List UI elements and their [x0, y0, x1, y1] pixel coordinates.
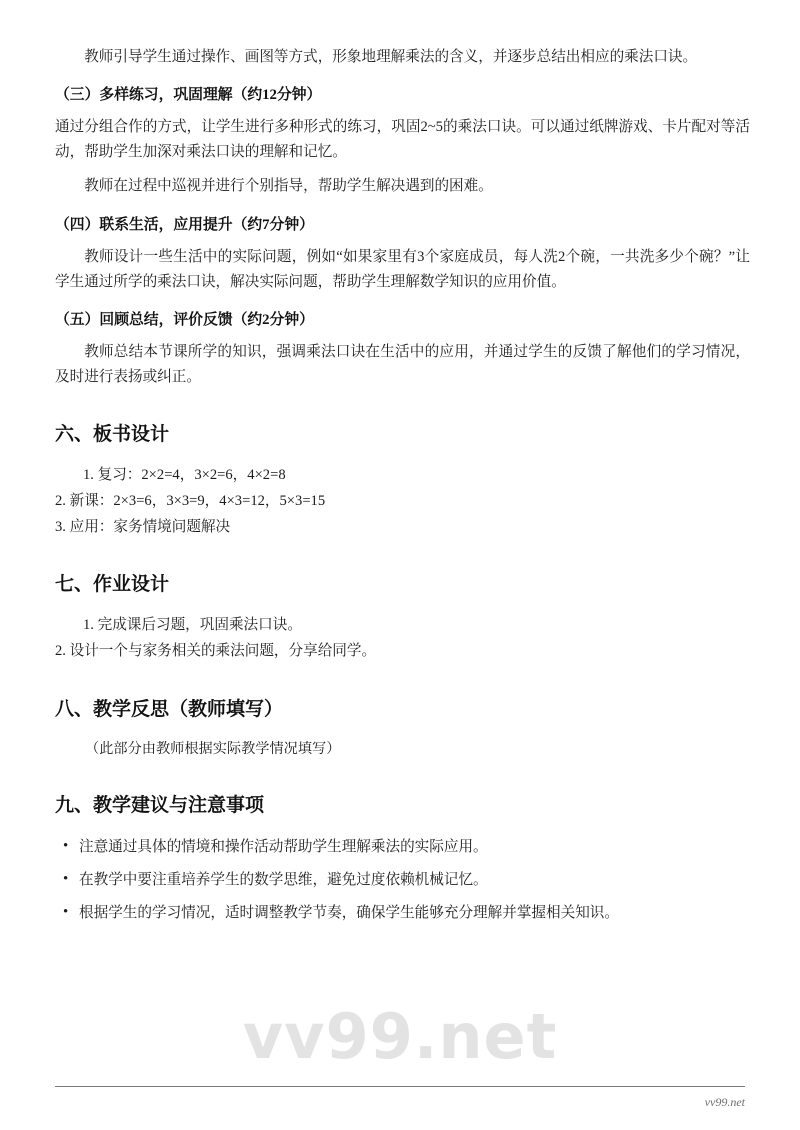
section-7-list: [55, 613, 750, 665]
list-item: 3. 应用：家务情境问题解决: [55, 518, 231, 535]
section-9-list: [55, 834, 750, 927]
list-item: 2. 设计一个与家务相关的乘法问题，分享给同学。: [55, 642, 377, 659]
paragraph-intro: 教师引导学生通过操作、画图等方式，形象地理解乘法的含义，并逐步总结出相应的乘法口诀。: [84, 49, 698, 65]
paragraph-section3-2: 教师在过程中巡视并进行个别指导，帮助学生解决遇到的困难。: [84, 178, 493, 195]
list-item: 1. 复习：2×2=4，3×2=6，4×2=8: [83, 466, 286, 483]
paragraph-section4-1: 教师设计一些生活中的实际问题，例如“如果家里有3个家庭成员，每人洗2个碗，一共洗多少个碗？”让学生通过所学的乘法口诀，解决实际问题，帮助学生理解数学知识的应用价值。: [55, 248, 750, 290]
subsection-heading-3: （三）多样练习，巩固理解（约12分钟）: [55, 87, 322, 104]
watermark: vv99.net: [242, 1000, 558, 1073]
list-item: • 根据学生的学习情况，适时调整教学节奏，确保学生能够充分理解并掌握相关知识。: [55, 900, 750, 926]
list-item: 2. 新课：2×3=6，3×3=9，4×3=12，5×3=15: [55, 492, 326, 509]
footer-label: vv99.net: [704, 1095, 745, 1109]
document-body: [55, 45, 750, 934]
section-heading-6: 六、板书设计: [55, 424, 170, 446]
section-heading-9: 九、教学建议与注意事项: [55, 795, 265, 817]
list-item: • 在教学中要注重培养学生的数学思维，避免过度依赖机械记忆。: [55, 867, 750, 893]
paragraph-section3-1: 通过分组合作的方式，让学生进行多种形式的练习，巩固2~5的乘法口诀。可以通过纸牌游戏、卡片配对等活动，帮助学生加深对乘法口诀的理解和记忆。: [55, 119, 750, 161]
subsection-heading-4: （四）联系生活，应用提升（约7分钟）: [55, 216, 314, 233]
list-item: 1. 完成课后习题，巩固乘法口诀。: [83, 616, 302, 633]
paragraph-section5-1: 教师总结本节课所学的知识，强调乘法口诀在生活中的应用，并通过学生的反馈了解他们的学习情况，及时进行表扬或纠正。: [55, 343, 750, 386]
footer-divider: [55, 1086, 745, 1087]
section-heading-8: 八、教学反思（教师填写）: [55, 698, 284, 720]
subsection-heading-5: （五）回顾总结，评价反馈（约2分钟）: [55, 311, 314, 328]
section-8-note: （此部分由教师根据实际教学情况填写）: [85, 741, 341, 758]
list-item: • 注意通过具体的情境和操作活动帮助学生理解乘法的实际应用。: [55, 834, 750, 860]
section-heading-7: 七、作业设计: [55, 574, 170, 596]
section-6-list: [55, 463, 750, 541]
